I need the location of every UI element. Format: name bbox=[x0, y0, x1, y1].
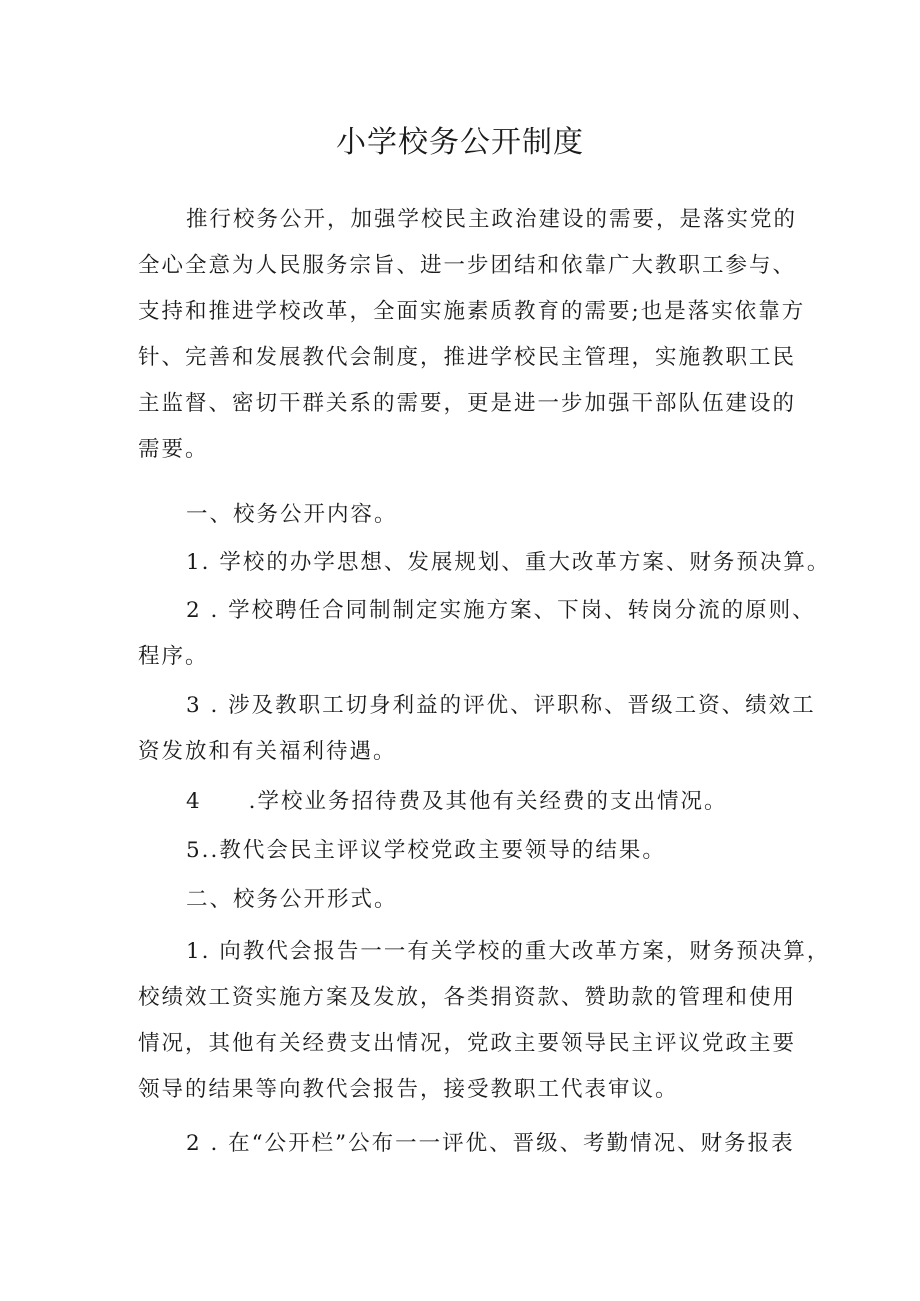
section-2-heading bbox=[138, 877, 798, 923]
paragraph-line: 校绩效工资实施方案及发放，各类捐资款、赞助款的管理和使用 bbox=[138, 985, 797, 1010]
paragraph-line: 针、完善和发展教代会制度，推进学校民主管理，实施教职工民 bbox=[138, 345, 797, 370]
paragraph-line: 2 . 学校聘任合同制制定实施方案、下岗、转岗分流的原则、 bbox=[186, 598, 816, 623]
item-1-2 bbox=[138, 588, 816, 680]
paragraph-line: 主监督、密切干群关系的需要，更是进一步加强干部队伍建设的 bbox=[138, 391, 797, 416]
item-1-1 bbox=[138, 540, 831, 586]
paragraph-line: 需要。 bbox=[138, 437, 209, 462]
item-1-3 bbox=[138, 683, 816, 775]
heading-line: 一、校务公开内容。 bbox=[186, 502, 398, 527]
paragraph-line: 1. 向教代会报告一一有关学校的重大改革方案，财务预决算， bbox=[186, 939, 831, 964]
paragraph-line: 4 .学校业务招待费及其他有关经费的支出情况。 bbox=[186, 789, 728, 814]
intro-paragraph bbox=[138, 197, 806, 473]
item-1-5 bbox=[138, 828, 798, 874]
paragraph-line: 5..教代会民主评议学校党政主要领导的结果。 bbox=[186, 838, 666, 863]
paragraph-line: 2 . 在“公开栏”公布一一评优、晋级、考勤情况、财务报表 bbox=[186, 1131, 795, 1156]
section-1-heading bbox=[138, 492, 798, 538]
item-1-4 bbox=[138, 779, 798, 825]
document-title: 小学校务公开制度 bbox=[336, 125, 584, 160]
item-2-1 bbox=[138, 929, 831, 1113]
paragraph-line: 领导的结果等向教代会报告，接受教职工代表审议。 bbox=[138, 1077, 679, 1102]
paragraph-line: 资发放和有关福利待遇。 bbox=[138, 739, 397, 764]
heading-line: 二、校务公开形式。 bbox=[186, 887, 398, 912]
item-2-2 bbox=[138, 1121, 798, 1167]
paragraph-line: 程序。 bbox=[138, 644, 209, 669]
paragraph-line: 支持和推进学校改革，全面实施素质教育的需要;也是落实依靠方 bbox=[138, 299, 806, 324]
paragraph-line: 1. 学校的办学思想、发展规划、重大改革方案、财务预决算。 bbox=[186, 550, 831, 575]
paragraph-line: 推行校务公开，加强学校民主政治建设的需要，是落实党的 bbox=[186, 207, 798, 232]
paragraph-line: 全心全意为人民服务宗旨、进一步团结和依靠广大教职工参与、 bbox=[138, 253, 797, 278]
paragraph-line: 情况，其他有关经费支出情况，党政主要领导民主评议党政主要 bbox=[138, 1031, 797, 1056]
paragraph-line: 3 . 涉及教职工切身利益的评优、评职称、晋级工资、绩效工 bbox=[186, 693, 816, 718]
